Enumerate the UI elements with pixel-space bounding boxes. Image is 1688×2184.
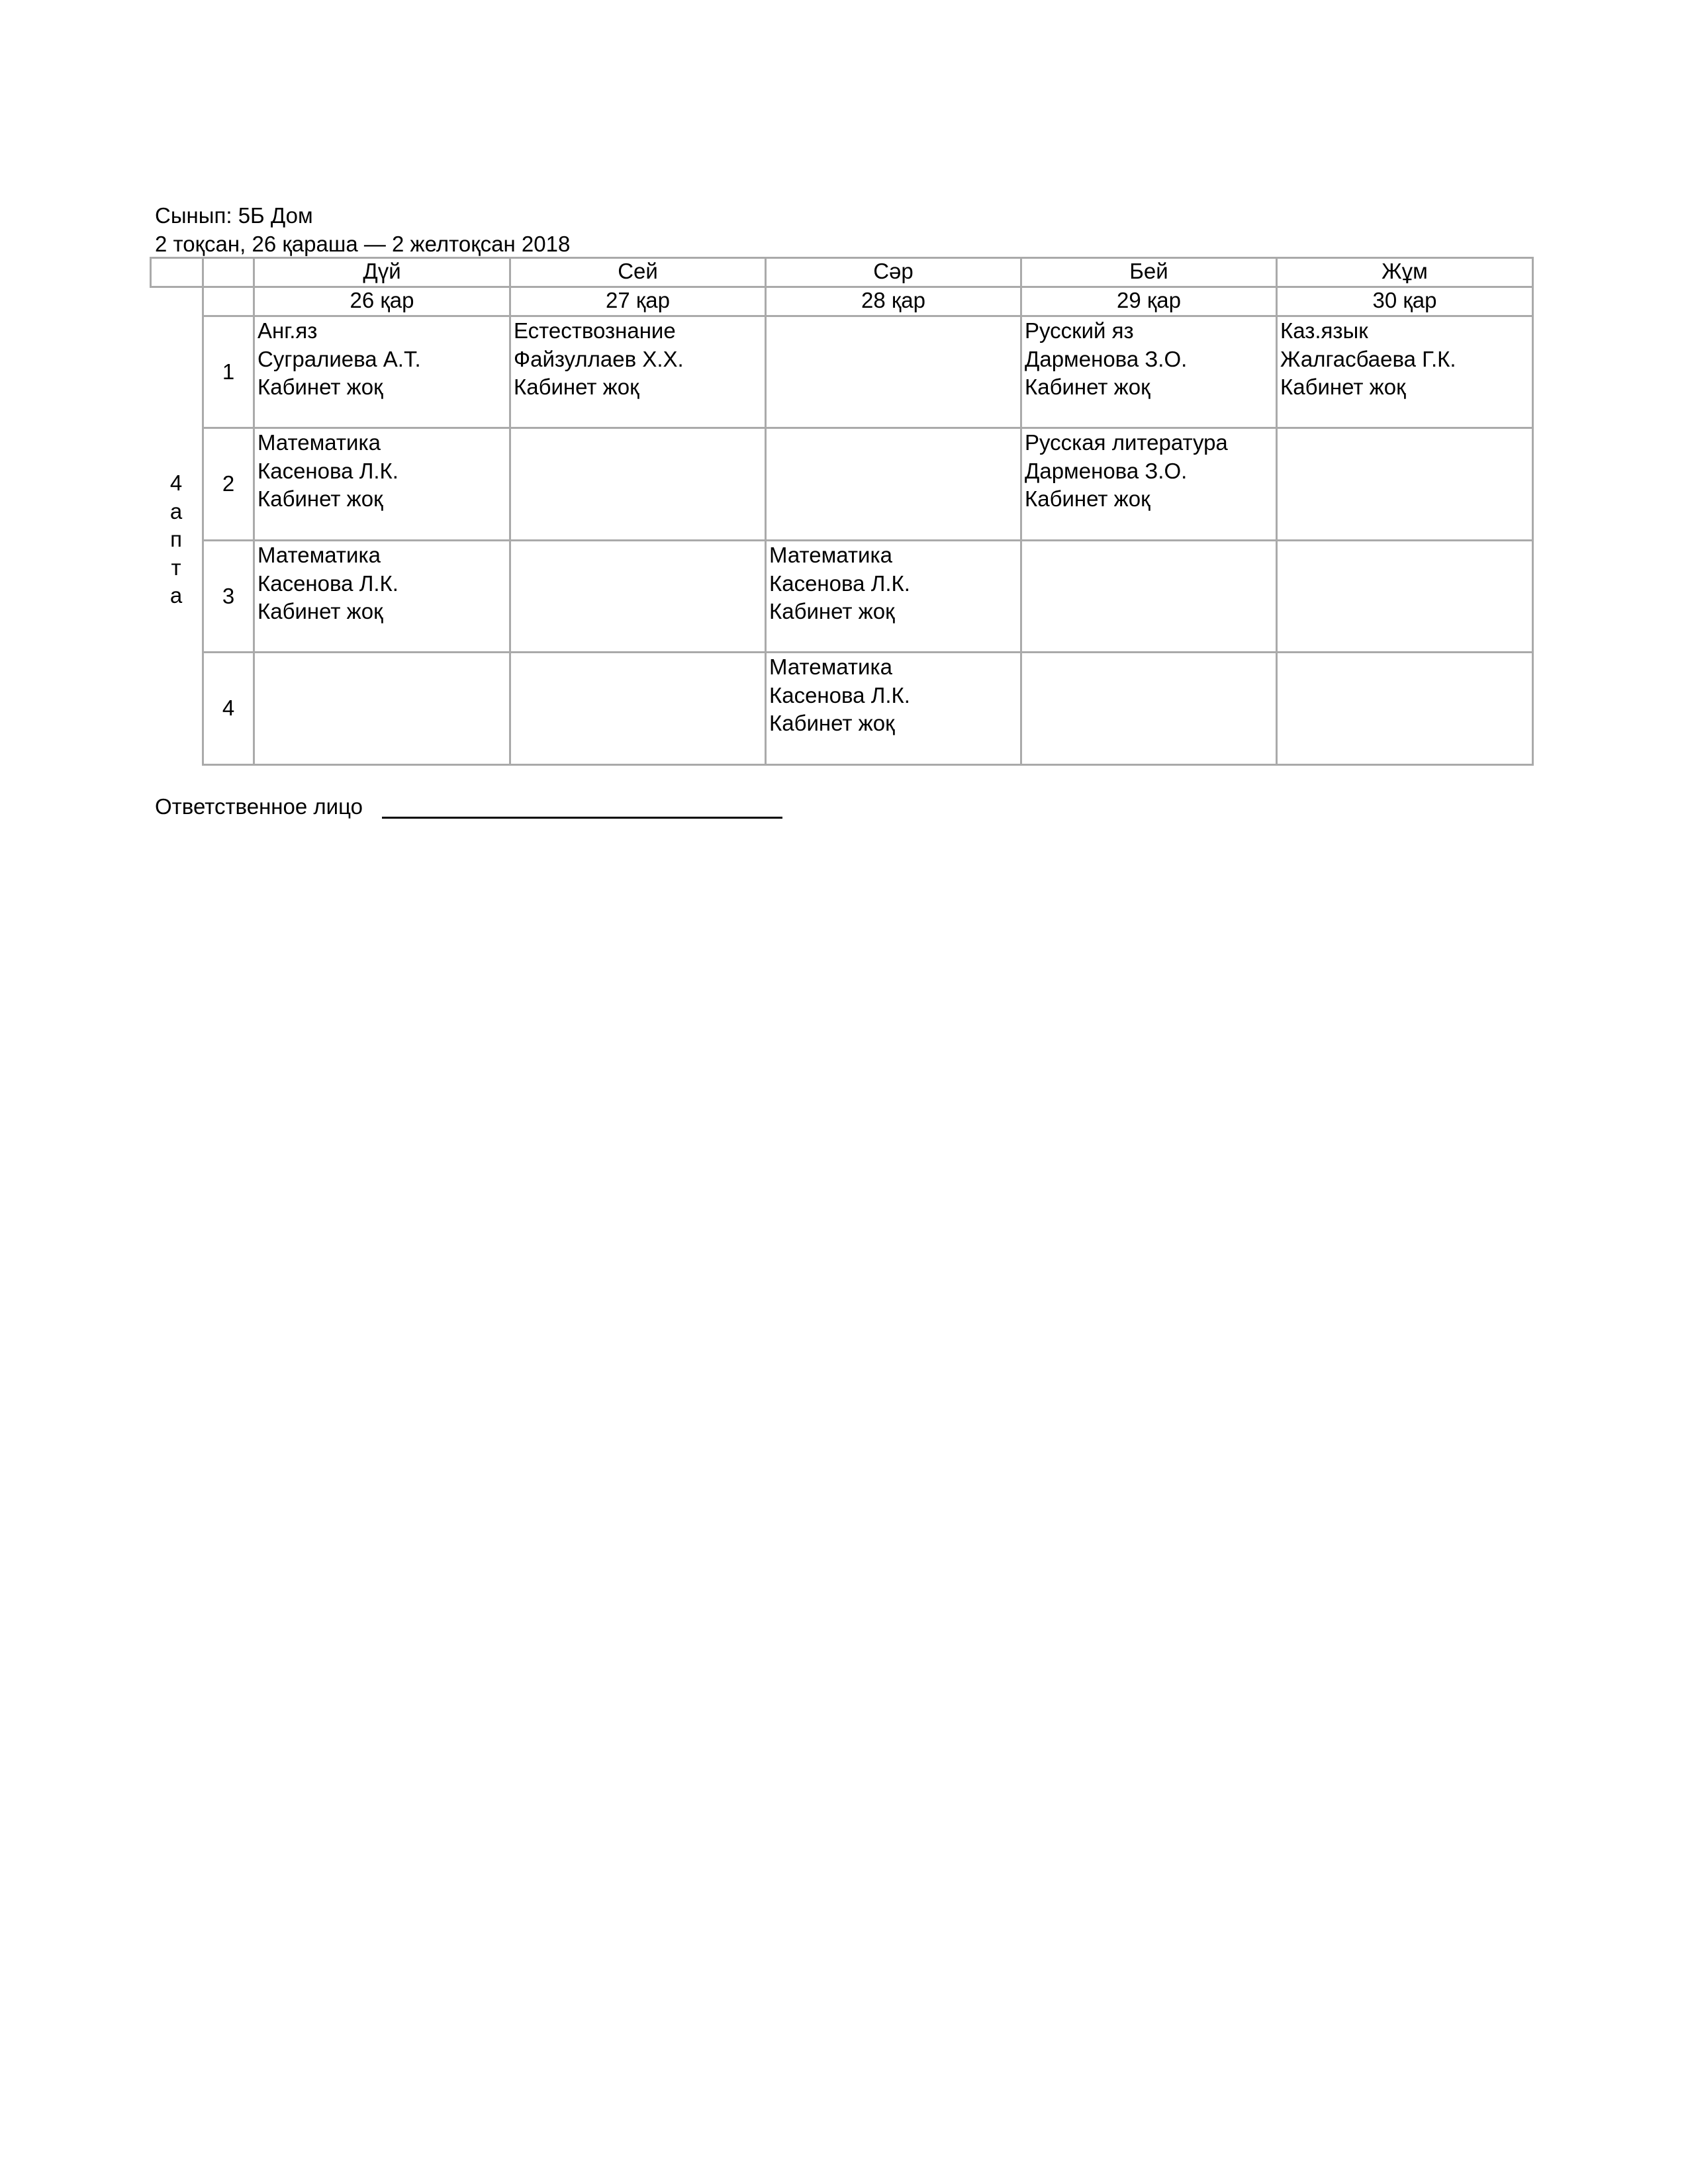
lesson-room (1280, 485, 1532, 514)
day-header-1: Дүй (253, 257, 511, 288)
lesson-subject (1025, 653, 1276, 682)
lesson-room: Кабинет жоқ (258, 599, 383, 623)
lesson-number: 3 (202, 539, 255, 653)
lesson-room (1025, 598, 1276, 626)
week-label-char: п (170, 527, 182, 551)
lesson-cell (253, 539, 511, 653)
lesson-teacher: Касенова Л.К. (769, 682, 910, 707)
lesson-teacher: Файзуллаев Х.Х. (514, 346, 684, 371)
lesson-teacher (769, 457, 1020, 486)
lesson-subject (258, 653, 509, 682)
lesson-subject: Русский яз (1025, 318, 1134, 343)
lesson-teacher (514, 570, 765, 598)
lesson-teacher: Сугралиева А.Т. (258, 346, 421, 371)
lesson-subject (514, 429, 765, 457)
week-label-char: а (169, 498, 183, 523)
date-header-5: 30 қар (1276, 286, 1534, 317)
lesson-cell (1276, 651, 1534, 766)
lesson-cell (509, 539, 767, 653)
week-label-char: а (169, 583, 183, 608)
lesson-cell (253, 427, 511, 541)
date-header-2: 27 қар (509, 286, 767, 317)
lesson-teacher: Дарменова З.О. (1025, 458, 1188, 483)
lesson-teacher (769, 345, 1020, 374)
lesson-room (1280, 598, 1532, 626)
lesson-subject (1280, 429, 1532, 457)
lesson-cell (509, 427, 767, 541)
lesson-teacher (1025, 570, 1276, 598)
day-header-2: Сей (509, 257, 767, 288)
lesson-cell (765, 315, 1022, 429)
lesson-room: Кабинет жоқ (1025, 375, 1150, 399)
lesson-subject: Анг.яз (258, 318, 318, 343)
lesson-number: 2 (202, 427, 255, 541)
week-label-char: т (171, 555, 181, 580)
lesson-cell (253, 315, 511, 429)
lesson-subject (769, 429, 1020, 457)
day-header-3: Сәр (765, 257, 1022, 288)
lesson-cell (1276, 427, 1534, 541)
lesson-room (769, 373, 1020, 402)
lesson-teacher (514, 682, 765, 710)
lesson-teacher: Дарменова З.О. (1025, 346, 1188, 371)
lesson-room (514, 709, 765, 738)
lesson-teacher: Жалгасбаева Г.К. (1280, 346, 1456, 371)
lesson-cell (1020, 651, 1278, 766)
lesson-cell (1276, 539, 1534, 653)
lesson-cell (765, 539, 1022, 653)
lesson-teacher: Касенова Л.К. (258, 570, 399, 596)
lesson-cell (509, 315, 767, 429)
lesson-room: Кабинет жоқ (1025, 486, 1150, 511)
lesson-room: Кабинет жоқ (514, 375, 639, 399)
lesson-room (769, 485, 1020, 514)
lesson-room: Кабинет жоқ (769, 711, 895, 735)
lesson-teacher: Касенова Л.К. (769, 570, 910, 596)
lesson-number: 4 (202, 651, 255, 766)
lesson-room: Кабинет жоқ (258, 486, 383, 511)
week-label-char: 4 (169, 471, 183, 495)
lesson-subject (514, 653, 765, 682)
lesson-subject (1280, 653, 1532, 682)
lesson-cell (765, 651, 1022, 766)
lesson-room: Кабинет жоқ (1280, 375, 1406, 399)
lesson-cell (765, 427, 1022, 541)
lesson-subject (1280, 541, 1532, 570)
lesson-cell (1020, 427, 1278, 541)
lesson-cell (1020, 315, 1278, 429)
lesson-subject: Математика (258, 543, 381, 567)
lesson-subject: Каз.язык (1280, 318, 1368, 343)
lesson-room (258, 709, 509, 738)
lesson-cell (1276, 315, 1534, 429)
header-week-cell (150, 257, 204, 288)
lesson-subject: Математика (258, 430, 381, 455)
day-header-4: Бей (1020, 257, 1278, 288)
lesson-cell (1020, 539, 1278, 653)
lesson-subject (1025, 541, 1276, 570)
lesson-room: Кабинет жоқ (258, 375, 383, 399)
lesson-room (514, 598, 765, 626)
week-label (150, 469, 203, 610)
lesson-subject (769, 317, 1020, 345)
lesson-teacher (1280, 570, 1532, 598)
date-header-number-cell (202, 286, 255, 317)
day-header-5: Жұм (1276, 257, 1534, 288)
lesson-cell (509, 651, 767, 766)
period-title: 2 тоқсан, 26 қараша — 2 желтоқсан 2018 (155, 232, 571, 256)
lesson-teacher (1025, 682, 1276, 710)
lesson-teacher: Касенова Л.К. (258, 458, 399, 483)
lesson-subject (514, 541, 765, 570)
signature-line (382, 817, 782, 819)
lesson-room (1280, 709, 1532, 738)
lesson-subject: Математика (769, 655, 892, 679)
lesson-teacher (514, 457, 765, 486)
lesson-number: 1 (202, 315, 255, 429)
lesson-subject: Математика (769, 543, 892, 567)
lesson-subject: Русская литература (1025, 430, 1228, 455)
date-header-1: 26 қар (253, 286, 511, 317)
lesson-cell (253, 651, 511, 766)
lesson-teacher (1280, 457, 1532, 486)
lesson-teacher (1280, 682, 1532, 710)
responsible-person-label: Ответственное лицо (155, 794, 363, 819)
class-title: Сынып: 5Б Дом (155, 203, 313, 228)
lesson-subject: Естествознание (514, 318, 676, 343)
lesson-room: Кабинет жоқ (769, 599, 895, 623)
lesson-room (514, 485, 765, 514)
date-header-3: 28 қар (765, 286, 1022, 317)
header-number-cell (202, 257, 255, 288)
date-header-4: 29 қар (1020, 286, 1278, 317)
lesson-teacher (258, 682, 509, 710)
lesson-room (1025, 709, 1276, 738)
